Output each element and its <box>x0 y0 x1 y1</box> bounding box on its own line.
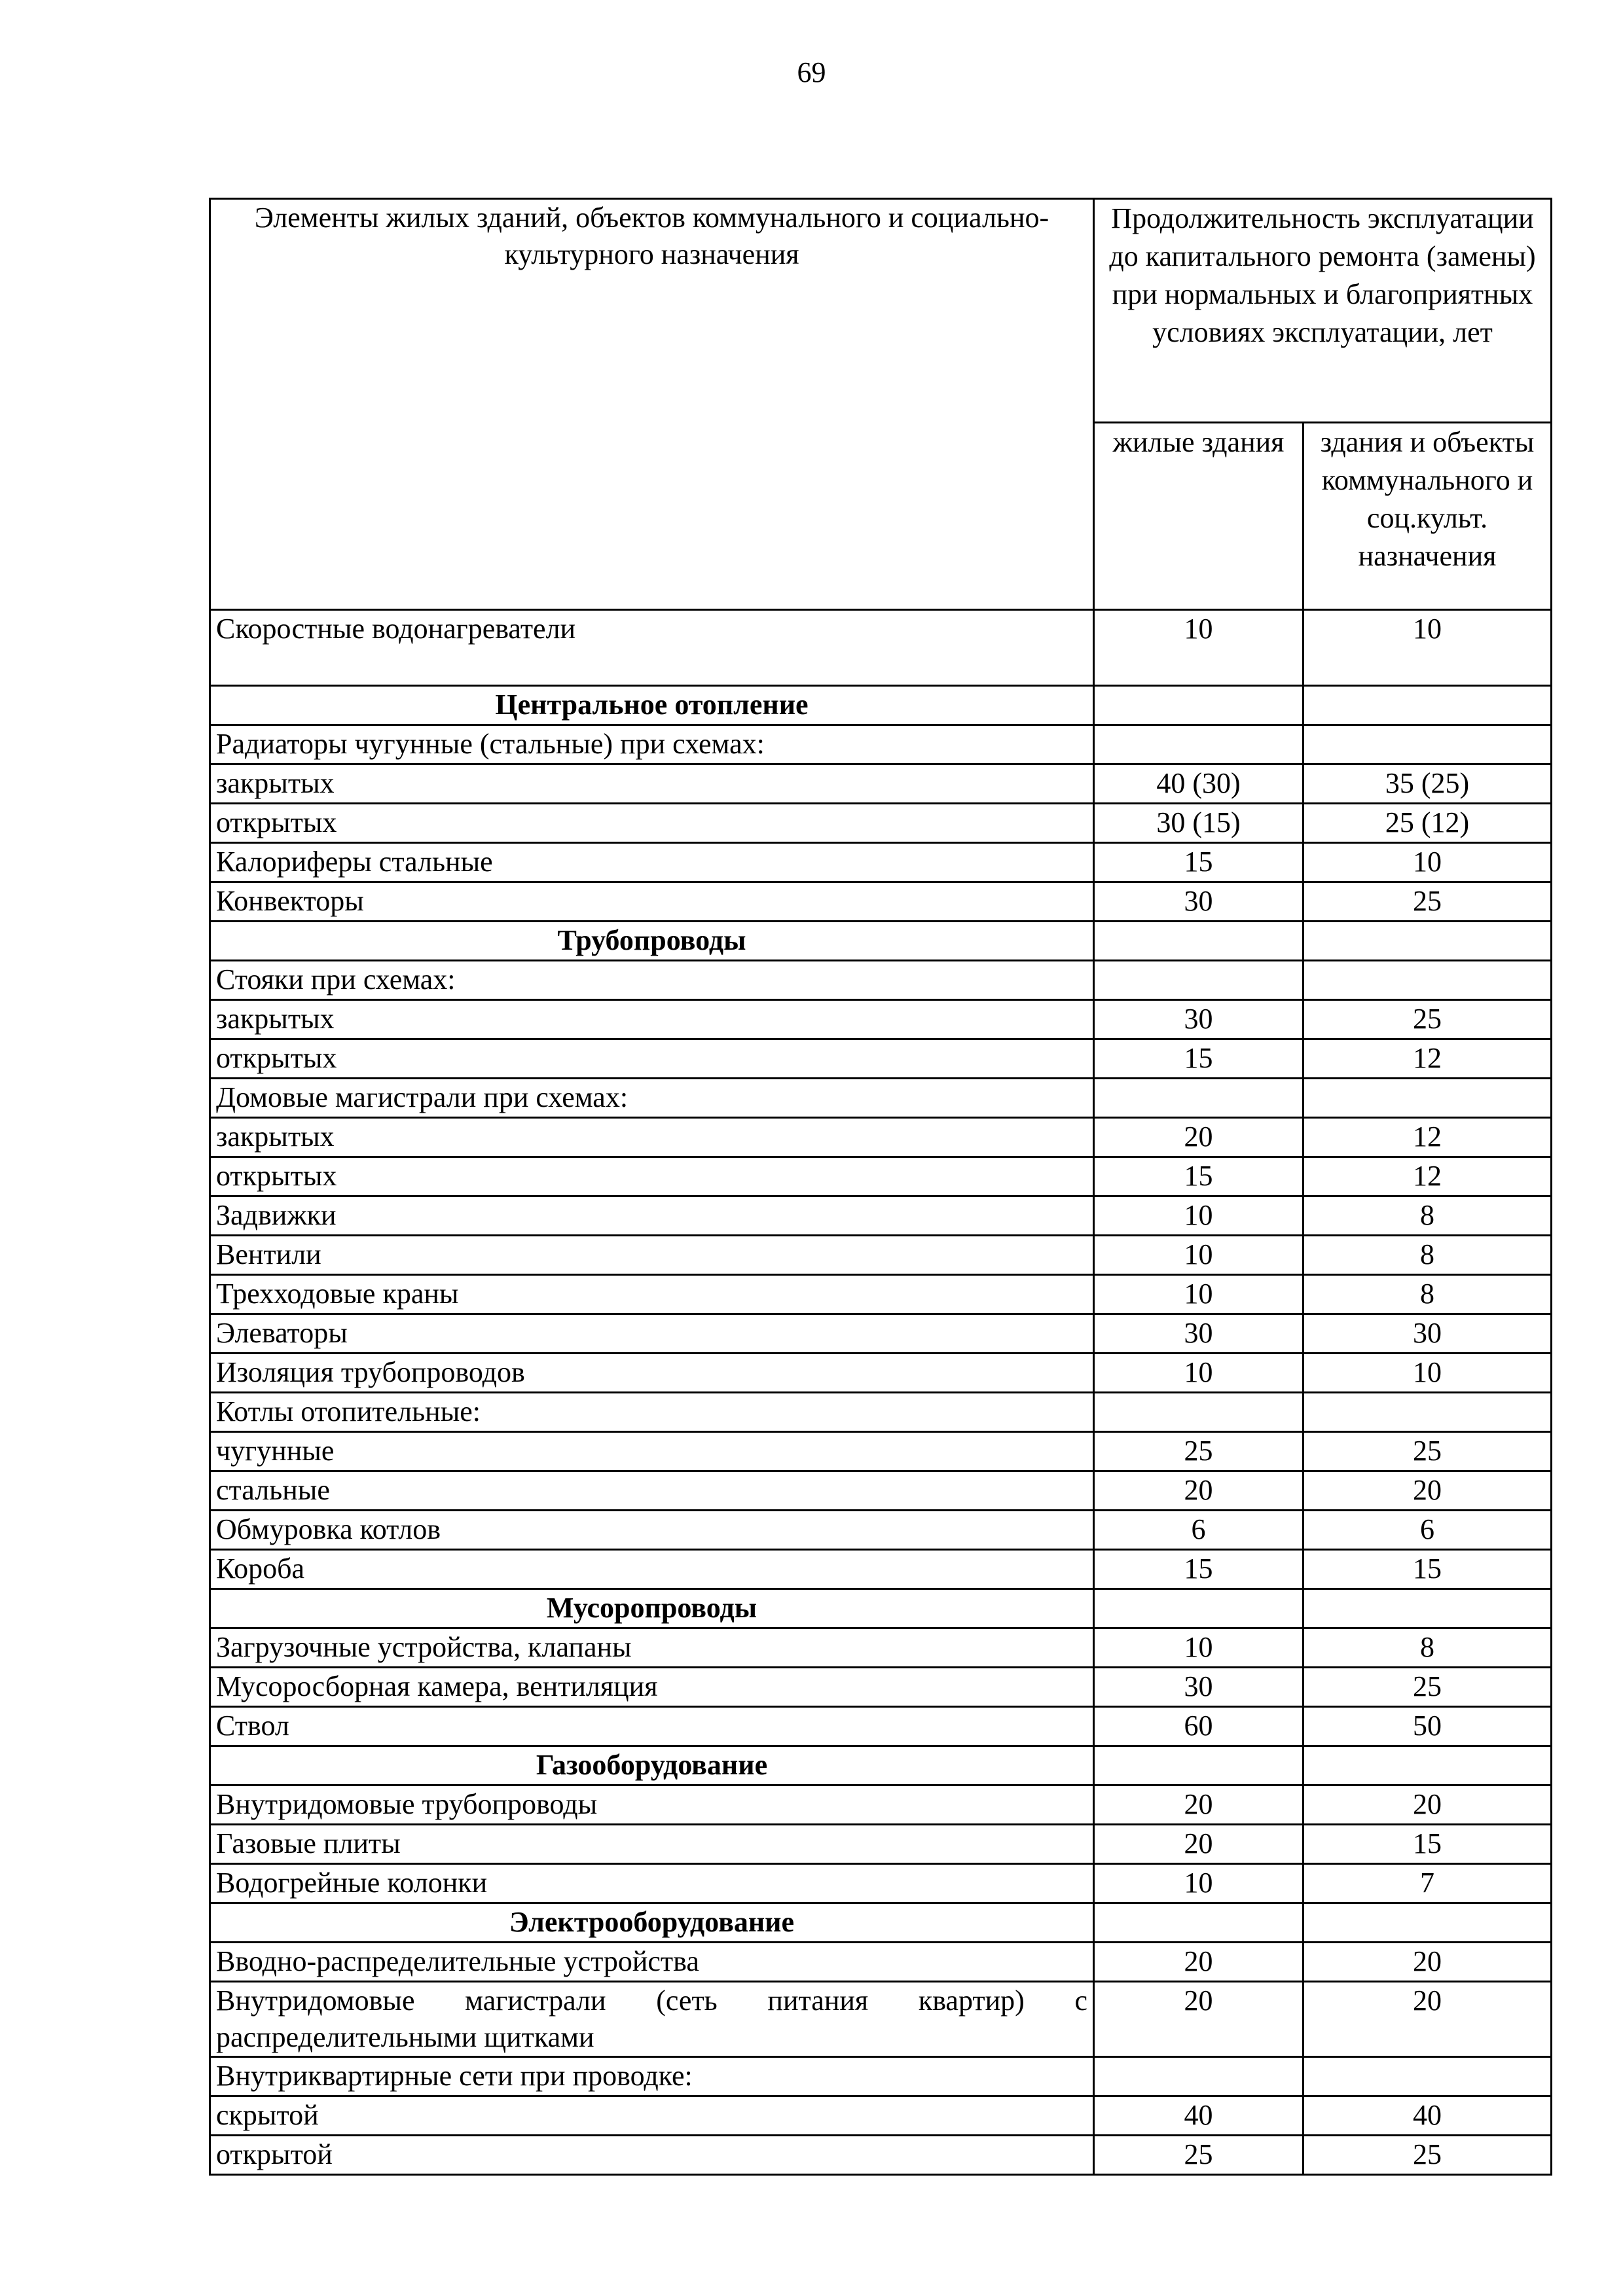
section-title: Мусоропроводы <box>210 1589 1094 1628</box>
communal-value: 25 <box>1304 882 1552 922</box>
element-name: Конвекторы <box>210 882 1094 922</box>
residential-value: 20 <box>1094 1982 1304 2057</box>
residential-value: 20 <box>1094 1785 1304 1825</box>
residential-value: 30 <box>1094 1668 1304 1707</box>
communal-value: 20 <box>1304 1943 1552 1982</box>
residential-value: 25 <box>1094 2136 1304 2175</box>
element-name: Скоростные водонагреватели <box>210 610 1094 686</box>
residential-value: 15 <box>1094 1039 1304 1079</box>
communal-value: 35 (25) <box>1304 764 1552 804</box>
residential-value: 40 <box>1094 2096 1304 2136</box>
table-row <box>210 610 1552 686</box>
table-row <box>210 804 1552 843</box>
table-row <box>210 961 1552 1000</box>
residential-value: 20 <box>1094 1943 1304 1982</box>
table-row <box>210 1628 1552 1668</box>
communal-value: 25 <box>1304 2136 1552 2175</box>
element-name: Стояки при схемах: <box>210 961 1094 1000</box>
communal-value: 10 <box>1304 843 1552 882</box>
table-row <box>210 1236 1552 1275</box>
residential-value: 30 (15) <box>1094 804 1304 843</box>
residential-value: 15 <box>1094 1550 1304 1589</box>
communal-value: 25 <box>1304 1432 1552 1471</box>
residential-value: 60 <box>1094 1707 1304 1746</box>
communal-value: 20 <box>1304 1785 1552 1825</box>
section-title: Газооборудование <box>210 1746 1094 1785</box>
residential-value: 10 <box>1094 1628 1304 1668</box>
header-residential: жилые здания <box>1094 423 1304 610</box>
communal-value <box>1304 1079 1552 1118</box>
communal-value: 25 <box>1304 1000 1552 1039</box>
table-row <box>210 1943 1552 1982</box>
communal-value: 20 <box>1304 1982 1552 2057</box>
residential-value <box>1094 2057 1304 2096</box>
element-name: Обмуровка котлов <box>210 1511 1094 1550</box>
residential-value <box>1094 686 1304 725</box>
element-name: стальные <box>210 1471 1094 1511</box>
element-name: Домовые магистрали при схемах: <box>210 1079 1094 1118</box>
table-row <box>210 843 1552 882</box>
element-name: закрытых <box>210 1000 1094 1039</box>
table-row <box>210 1354 1552 1393</box>
element-name: открытой <box>210 2136 1094 2175</box>
element-name: открытых <box>210 804 1094 843</box>
communal-value <box>1304 961 1552 1000</box>
residential-value: 10 <box>1094 1354 1304 1393</box>
residential-value <box>1094 1393 1304 1432</box>
element-name: скрытой <box>210 2096 1094 2136</box>
section-row <box>210 922 1552 961</box>
table-row <box>210 1432 1552 1471</box>
section-row <box>210 1903 1552 1943</box>
residential-value: 15 <box>1094 843 1304 882</box>
residential-value <box>1094 1903 1304 1943</box>
communal-value <box>1304 2057 1552 2096</box>
residential-value: 15 <box>1094 1157 1304 1196</box>
communal-value: 8 <box>1304 1628 1552 1668</box>
communal-value <box>1304 725 1552 764</box>
element-name: Задвижки <box>210 1196 1094 1236</box>
page-number: 69 <box>797 56 826 88</box>
residential-value: 10 <box>1094 610 1304 686</box>
table-row <box>210 1668 1552 1707</box>
element-name: Ствол <box>210 1707 1094 1746</box>
element-name: Внутридомовые магистрали (сеть питания квартир) с распределительными щитками <box>210 1982 1094 2057</box>
communal-value: 6 <box>1304 1511 1552 1550</box>
communal-value: 40 <box>1304 2096 1552 2136</box>
communal-value: 10 <box>1304 610 1552 686</box>
table-row <box>210 1275 1552 1314</box>
element-name: Вводно-распределительные устройства <box>210 1943 1094 1982</box>
header-row-1 <box>210 199 1552 423</box>
section-row <box>210 1746 1552 1785</box>
section-title: Трубопроводы <box>210 922 1094 961</box>
communal-value: 15 <box>1304 1550 1552 1589</box>
section-row <box>210 1589 1552 1628</box>
element-name: открытых <box>210 1157 1094 1196</box>
table-row <box>210 1550 1552 1589</box>
element-name: открытых <box>210 1039 1094 1079</box>
table-row <box>210 882 1552 922</box>
communal-value: 20 <box>1304 1471 1552 1511</box>
residential-value: 6 <box>1094 1511 1304 1550</box>
communal-value: 30 <box>1304 1314 1552 1354</box>
residential-value <box>1094 922 1304 961</box>
table-row <box>210 1196 1552 1236</box>
residential-value: 20 <box>1094 1471 1304 1511</box>
residential-value <box>1094 725 1304 764</box>
residential-value: 25 <box>1094 1432 1304 1471</box>
table-row <box>210 1157 1552 1196</box>
element-name: Короба <box>210 1550 1094 1589</box>
element-name: Вентили <box>210 1236 1094 1275</box>
element-name: закрытых <box>210 764 1094 804</box>
table-row <box>210 1982 1552 2057</box>
element-name: Водогрейные колонки <box>210 1864 1094 1903</box>
table-row <box>210 1864 1552 1903</box>
element-name: Котлы отопительные: <box>210 1393 1094 1432</box>
header-duration: Продолжительность эксплуатации до капитального ремонта (замены) при нормальных и благоприятных условиях эксплуатации, лет <box>1094 199 1552 423</box>
communal-value <box>1304 1589 1552 1628</box>
table-row <box>210 2057 1552 2096</box>
residential-value: 40 (30) <box>1094 764 1304 804</box>
table-row <box>210 2096 1552 2136</box>
element-name: Изоляция трубопроводов <box>210 1354 1094 1393</box>
residential-value: 10 <box>1094 1275 1304 1314</box>
residential-value: 30 <box>1094 1000 1304 1039</box>
element-name: Газовые плиты <box>210 1825 1094 1864</box>
residential-value: 10 <box>1094 1864 1304 1903</box>
communal-value <box>1304 1746 1552 1785</box>
communal-value: 8 <box>1304 1196 1552 1236</box>
residential-value <box>1094 961 1304 1000</box>
communal-value <box>1304 922 1552 961</box>
communal-value <box>1304 686 1552 725</box>
communal-value: 50 <box>1304 1707 1552 1746</box>
service-life-table <box>209 198 1552 2176</box>
table-row <box>210 1079 1552 1118</box>
element-name: Калориферы стальные <box>210 843 1094 882</box>
residential-value: 30 <box>1094 1314 1304 1354</box>
residential-value <box>1094 1079 1304 1118</box>
section-title: Центральное отопление <box>210 686 1094 725</box>
section-title: Электрооборудование <box>210 1903 1094 1943</box>
residential-value: 10 <box>1094 1196 1304 1236</box>
communal-value: 7 <box>1304 1864 1552 1903</box>
element-name: Радиаторы чугунные (стальные) при схемах: <box>210 725 1094 764</box>
element-name: Загрузочные устройства, клапаны <box>210 1628 1094 1668</box>
element-name: чугунные <box>210 1432 1094 1471</box>
header-elements: Элементы жилых зданий, объектов коммунального и социально-культурного назначения <box>210 199 1094 610</box>
element-name: Внутридомовые трубопроводы <box>210 1785 1094 1825</box>
communal-value: 8 <box>1304 1275 1552 1314</box>
communal-value: 8 <box>1304 1236 1552 1275</box>
table-row <box>210 1118 1552 1157</box>
table-row <box>210 1785 1552 1825</box>
table-row <box>210 1707 1552 1746</box>
residential-value: 20 <box>1094 1825 1304 1864</box>
table-row <box>210 2136 1552 2175</box>
table-row <box>210 764 1552 804</box>
communal-value <box>1304 1393 1552 1432</box>
communal-value: 25 (12) <box>1304 804 1552 843</box>
element-name: Мусоросборная камера, вентиляция <box>210 1668 1094 1707</box>
element-name: Трехходовые краны <box>210 1275 1094 1314</box>
table-row <box>210 725 1552 764</box>
table-row <box>210 1393 1552 1432</box>
communal-value: 12 <box>1304 1118 1552 1157</box>
communal-value <box>1304 1903 1552 1943</box>
table-row <box>210 1039 1552 1079</box>
table-row <box>210 1511 1552 1550</box>
element-name: Внутриквартирные сети при проводке: <box>210 2057 1094 2096</box>
communal-value: 10 <box>1304 1354 1552 1393</box>
residential-value: 30 <box>1094 882 1304 922</box>
section-row <box>210 686 1552 725</box>
table-row <box>210 1825 1552 1864</box>
residential-value <box>1094 1589 1304 1628</box>
table-row <box>210 1471 1552 1511</box>
residential-value: 10 <box>1094 1236 1304 1275</box>
residential-value: 20 <box>1094 1118 1304 1157</box>
element-name: закрытых <box>210 1118 1094 1157</box>
table-row <box>210 1000 1552 1039</box>
header-communal: здания и объекты коммунального и соц.культ. назначения <box>1304 423 1552 610</box>
residential-value <box>1094 1746 1304 1785</box>
element-name: Элеваторы <box>210 1314 1094 1354</box>
communal-value: 12 <box>1304 1157 1552 1196</box>
table-row <box>210 1314 1552 1354</box>
communal-value: 15 <box>1304 1825 1552 1864</box>
communal-value: 12 <box>1304 1039 1552 1079</box>
communal-value: 25 <box>1304 1668 1552 1707</box>
